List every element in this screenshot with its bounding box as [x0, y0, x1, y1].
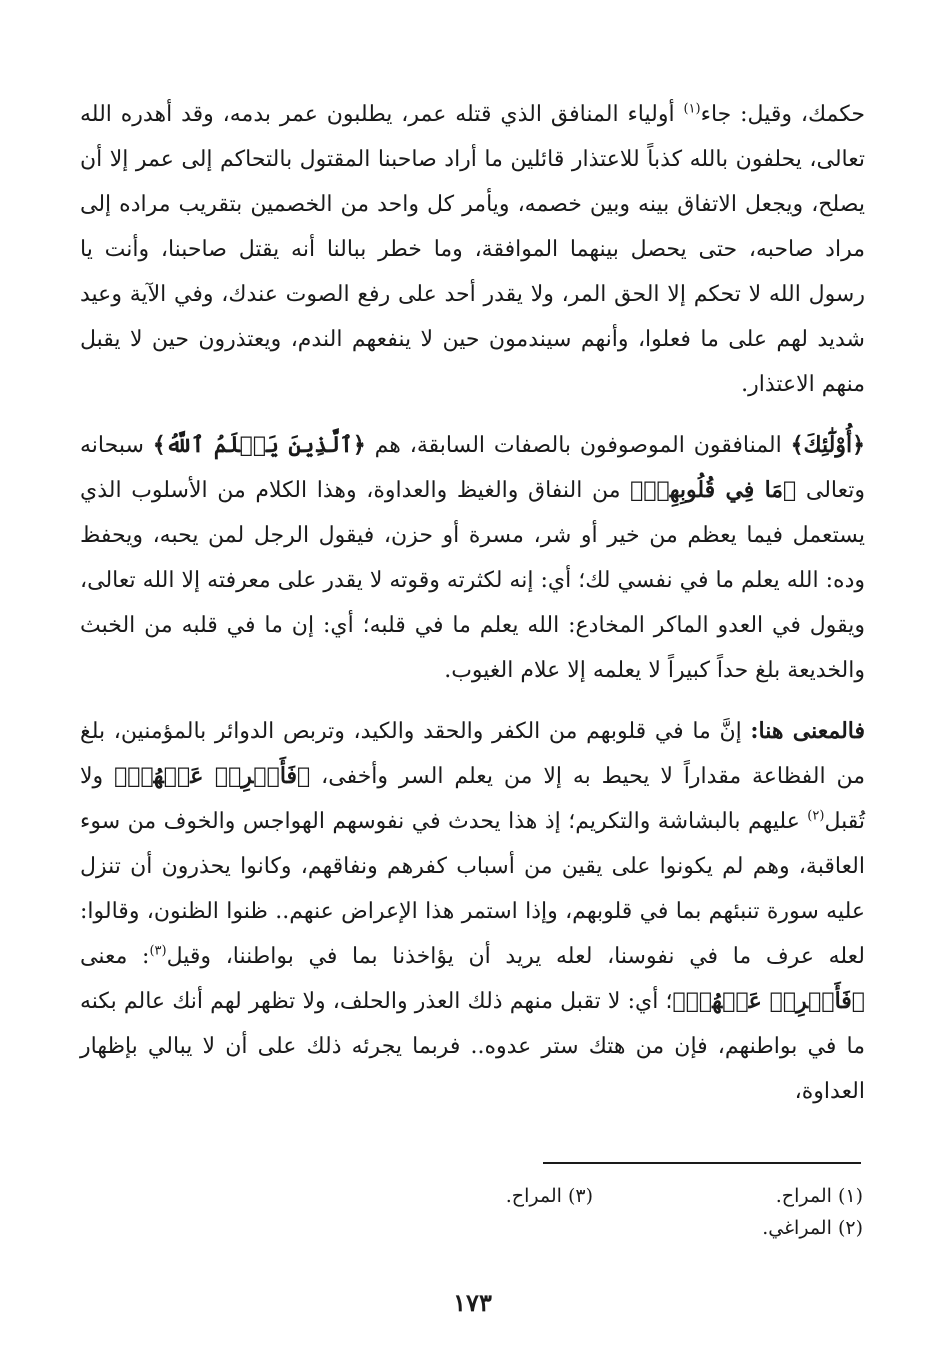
paragraph-text: المنافقون الموصوفون بالصفات السابقة، هم [365, 433, 791, 458]
quran-quote: ﴿ٱلَّذِينَ يَعۡلَمُ ٱللَّهُ﴾ [152, 432, 366, 458]
footnote-row [303, 1212, 863, 1244]
footnote-marker: (٢) [807, 808, 825, 824]
paragraph-text: ولا تُقبل [80, 764, 865, 834]
paragraph-1 [80, 92, 865, 407]
main-text [80, 92, 865, 1130]
footnote-number: (١) [837, 1185, 863, 1207]
paragraph-text: عليهم بالبشاشة والتكريم؛ إذ هذا يحدث في نفوسهم الهواجس والخوف من سوء العاقبة، وهم لم يكونوا على يقين من أسباب كفرهم ونفاقهم، وكانوا يحذرون أن تنزل عليه سورة تنبئهم بما في قلوبهم، وإذا استمر هذا الإعراض عنهم.. ظنوا الظنون، وقالوا: لعله عرف ما في نفوسنا، لعله يريد أن يؤاخذنا بما في بواطننا، وقيل [80, 809, 866, 969]
footnote-divider [543, 1162, 861, 1164]
footnote-text: المراح. [505, 1185, 562, 1207]
quran-quote: ﴿فَأَعۡرِضۡ عَنۡهُمۡ﴾ [114, 763, 311, 789]
footnote-2 [593, 1212, 863, 1244]
paragraph-2 [80, 423, 865, 693]
footnote-text: المراغي. [762, 1217, 832, 1239]
footnote-3 [323, 1180, 593, 1212]
footnote-marker: (٣) [149, 943, 167, 959]
paragraph-text: حكمك، وقيل: جاء [700, 102, 865, 127]
quran-quote: ﴿مَا فِي قُلُوبِهِمۡ﴾ [630, 477, 797, 503]
bold-lead-text: فالمعنى هنا: [750, 718, 865, 744]
footnote-row [303, 1180, 863, 1212]
footnote-marker: (١) [683, 101, 701, 117]
paragraph-text: : معنى [80, 944, 150, 969]
paragraph-text: ؛ أي: لا تقبل منهم ذلك العذر والحلف، ولا تظهر لهم أنك عالم بكنه ما في بواطنهم، فإن من هتك ستر عدوه.. فربما يجرئه ذلك على أن لا يبالي بإظهار العداوة، [80, 989, 865, 1104]
page-number: ١٧٣ [453, 1288, 492, 1317]
footnote-1 [593, 1180, 863, 1212]
quran-quote: ﴿أُوْلَٰٓئِكَ﴾ [790, 432, 866, 458]
paragraph-3 [80, 709, 865, 1114]
paragraph-text: إنَّ ما في قلوبهم من الكفر والحقد والكيد، وتربص الدوائر بالمؤمنين، بلغ من الفظاعة مقداراً لا يحيط به إلا من يعلم السر وأخفى، [80, 719, 866, 789]
footnote-number: (٣) [567, 1185, 593, 1207]
footnote-number: (٢) [837, 1217, 863, 1239]
paragraph-text: سبحانه وتعالى [80, 433, 865, 503]
paragraph-text: أولياء المنافق الذي قتله عمر، يطلبون عمر بدمه، وقد أهدره الله تعالى، يحلفون بالله كذباً للاعتذار قائلين ما أراد صاحبنا المقتول بالتحاكم إلى عمر إلا أن يصلح، ويجعل الاتفاق بينه وبين خصمه، ويأمر كل واحد من الخصمين بتقريب مراده إلى مراد صاحبه، حتى يحصل بينهما الموافقة، وما خطر ببالنا أنه يقتل صاحبنا، وأنت يا رسول الله لا تحكم إلا الحق المر، ولا يقدر أحد على رفع الصوت عندك، وفي الآية وعيد شديد لهم على ما فعلوا، وأنهم سيندمون حين لا ينفعهم الندم، ويعتذرون حين لا يقبل منهم الاعتذار. [80, 102, 865, 397]
footnotes [303, 1180, 863, 1244]
paragraph-text: من النفاق والغيظ والعداوة، وهذا الكلام من الأسلوب الذي يستعمل فيما يعظم من خير أو شر، مسرة أو حزن، فيقول الرجل لمن يحبه، ويحفظ وده: الله يعلم ما في نفسي لك؛ أي: إنه لكثرته وقوته لا يقدر على معرفته إلا الله تعالى، ويقول في العدو الماكر المخادع: الله يعلم ما في قلبه؛ أي: إن ما في قلبه من الخبث والخديعة بلغ حداً كبيراً لا يعلمه إلا علام الغيوب. [80, 478, 865, 683]
footnote-text: المراح. [775, 1185, 832, 1207]
quran-quote: ﴿فَأَعۡرِضۡ عَنۡهُمۡ﴾ [672, 988, 866, 1014]
